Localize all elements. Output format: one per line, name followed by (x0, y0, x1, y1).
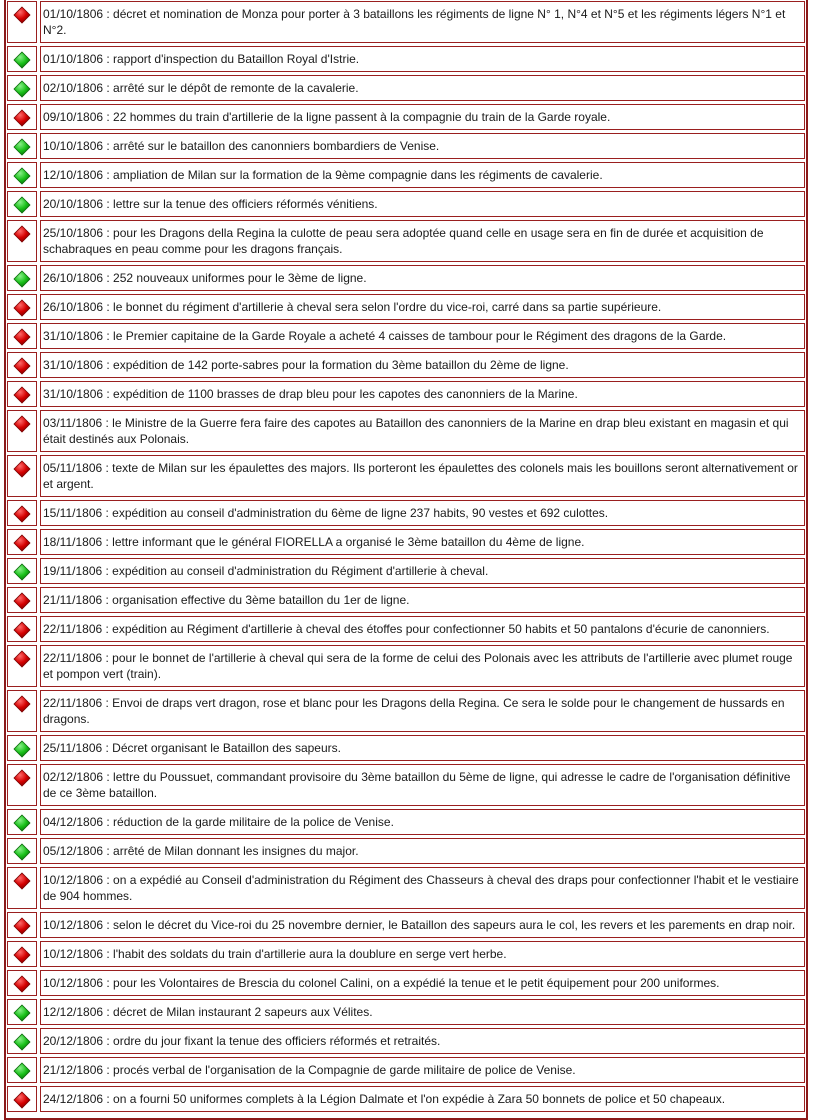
red-diamond-icon (13, 357, 31, 375)
red-diamond-icon (13, 975, 31, 993)
marker-cell (7, 809, 37, 835)
table-row (7, 645, 805, 687)
marker-cell (7, 838, 37, 864)
entry-text: 01/10/1806 : décret et nomination de Monza pour porter à 3 bataillons les régiments de ligne N° 1, N°4 et N°5 et les régiments légers N°1 et N°2. (40, 1, 805, 43)
table-row (7, 1086, 805, 1112)
entry-text: 25/11/1806 : Décret organisant le Bataillon des sapeurs. (40, 735, 805, 761)
green-diamond-icon (13, 51, 31, 69)
green-diamond-icon (13, 167, 31, 185)
marker-cell (7, 500, 37, 526)
entry-text: 01/10/1806 : rapport d'inspection du Bataillon Royal d'Istrie. (40, 46, 805, 72)
marker-cell (7, 1028, 37, 1054)
entry-text: 21/12/1806 : procés verbal de l'organisation de la Compagnie de garde militaire de police de Venise. (40, 1057, 805, 1083)
entry-text: 25/10/1806 : pour les Dragons della Regina la culotte de peau sera adoptée quand celle en usage sera en fin de durée et acquisition de schabraques en peau comme pour les dragons français. (40, 220, 805, 262)
red-diamond-icon (13, 109, 31, 127)
entry-text: 20/12/1806 : ordre du jour fixant la tenue des officiers réformés et retraités. (40, 1028, 805, 1054)
marker-cell (7, 410, 37, 452)
marker-cell (7, 352, 37, 378)
table-row (7, 1057, 805, 1083)
red-diamond-icon (13, 386, 31, 404)
green-diamond-icon (13, 138, 31, 156)
entry-text: 18/11/1806 : lettre informant que le général FIORELLA a organisé le 3ème bataillon du 4ème de ligne. (40, 529, 805, 555)
table-row (7, 46, 805, 72)
entry-text: 26/10/1806 : 252 nouveaux uniformes pour le 3ème de ligne. (40, 265, 805, 291)
marker-cell (7, 735, 37, 761)
table-row (7, 323, 805, 349)
red-diamond-icon (13, 695, 31, 713)
entry-text: 26/10/1806 : le bonnet du régiment d'artillerie à cheval sera selon l'ordre du vice-roi, carré dans sa partie supérieure. (40, 294, 805, 320)
entry-text: 10/12/1806 : l'habit des soldats du train d'artillerie aura la doublure en serge vert herbe. (40, 941, 805, 967)
marker-cell (7, 970, 37, 996)
entry-text: 22/11/1806 : Envoi de draps vert dragon, rose et blanc pour les Dragons della Regina. Ce sera le solde pour le changement de hussards en dragons. (40, 690, 805, 732)
marker-cell (7, 75, 37, 101)
table-row (7, 970, 805, 996)
marker-cell (7, 587, 37, 613)
red-diamond-icon (13, 534, 31, 552)
green-diamond-icon (13, 270, 31, 288)
red-diamond-icon (13, 769, 31, 787)
table-row (7, 455, 805, 497)
marker-cell (7, 381, 37, 407)
table-row (7, 220, 805, 262)
red-diamond-icon (13, 415, 31, 433)
table-row (7, 558, 805, 584)
red-diamond-icon (13, 872, 31, 890)
red-diamond-icon (13, 460, 31, 478)
marker-cell (7, 265, 37, 291)
entry-text: 15/11/1806 : expédition au conseil d'administration du 6ème de ligne 237 habits, 90 vestes et 692 culottes. (40, 500, 805, 526)
entry-text: 02/12/1806 : lettre du Poussuet, commandant provisoire du 3ème bataillon du 5ème de ligne, qui adresse le cadre de l'organisation définitive de ce 3ème bataillon. (40, 764, 805, 806)
marker-cell (7, 558, 37, 584)
entry-text: 21/11/1806 : organisation effective du 3ème bataillon du 1er de ligne. (40, 587, 805, 613)
marker-cell (7, 645, 37, 687)
table-row (7, 809, 805, 835)
green-diamond-icon (13, 1062, 31, 1080)
table-row (7, 162, 805, 188)
table-row (7, 133, 805, 159)
red-diamond-icon (13, 1091, 31, 1109)
table-row (7, 381, 805, 407)
table-row (7, 75, 805, 101)
entry-text: 31/10/1806 : expédition de 142 porte-sabres pour la formation du 3ème bataillon du 2ème de ligne. (40, 352, 805, 378)
entry-text: 31/10/1806 : le Premier capitaine de la Garde Royale a acheté 4 caisses de tambour pour le Régiment des dragons de la Garde. (40, 323, 805, 349)
table-row (7, 191, 805, 217)
table-row (7, 735, 805, 761)
table-row (7, 352, 805, 378)
marker-cell (7, 294, 37, 320)
entry-text: 03/11/1806 : le Ministre de la Guerre fera faire des capotes au Bataillon des canonniers de la Marine en drap bleu existant en magasin et qui était destinés aux Polonais. (40, 410, 805, 452)
entry-text: 04/12/1806 : réduction de la garde militaire de la police de Venise. (40, 809, 805, 835)
table-row (7, 838, 805, 864)
table-row (7, 410, 805, 452)
table-row (7, 587, 805, 613)
green-diamond-icon (13, 1033, 31, 1051)
red-diamond-icon (13, 917, 31, 935)
table-row (7, 1028, 805, 1054)
entry-text: 22/11/1806 : pour le bonnet de l'artillerie à cheval qui sera de la forme de celui des Polonais avec les attributs de l'artillerie avec plumet rouge et pompon vert (train). (40, 645, 805, 687)
table-row (7, 941, 805, 967)
table-row (7, 265, 805, 291)
marker-cell (7, 616, 37, 642)
marker-cell (7, 104, 37, 130)
table-row (7, 912, 805, 938)
red-diamond-icon (13, 946, 31, 964)
green-diamond-icon (13, 843, 31, 861)
marker-cell (7, 1086, 37, 1112)
red-diamond-icon (13, 505, 31, 523)
entry-text: 22/11/1806 : expédition au Régiment d'artillerie à cheval des étoffes pour confectionner 50 habits et 50 pantalons d'écurie de canonniers. (40, 616, 805, 642)
marker-cell (7, 455, 37, 497)
red-diamond-icon (13, 6, 31, 24)
marker-cell (7, 46, 37, 72)
marker-cell (7, 162, 37, 188)
table-row (7, 294, 805, 320)
red-diamond-icon (13, 650, 31, 668)
green-diamond-icon (13, 814, 31, 832)
table-row (7, 764, 805, 806)
green-diamond-icon (13, 80, 31, 98)
marker-cell (7, 1057, 37, 1083)
marker-cell (7, 529, 37, 555)
marker-cell (7, 764, 37, 806)
entry-text: 24/12/1806 : on a fourni 50 uniformes complets à la Légion Dalmate et l'on expédie à Zara 50 bonnets de police et 50 chapeaux. (40, 1086, 805, 1112)
table-row (7, 1, 805, 43)
entry-text: 19/11/1806 : expédition au conseil d'administration du Régiment d'artillerie à cheval. (40, 558, 805, 584)
green-diamond-icon (13, 740, 31, 758)
red-diamond-icon (13, 299, 31, 317)
entry-text: 10/12/1806 : pour les Volontaires de Brescia du colonel Calini, on a expédié la tenue et le petit équipement pour 200 uniformes. (40, 970, 805, 996)
entry-text: 31/10/1806 : expédition de 1100 brasses de drap bleu pour les capotes des canonniers de la Marine. (40, 381, 805, 407)
green-diamond-icon (13, 563, 31, 581)
table-row (7, 867, 805, 909)
entry-text: 10/12/1806 : on a expédié au Conseil d'administration du Régiment des Chasseurs à cheval des draps pour confectionner l'habit et le vestiaire de 904 hommes. (40, 867, 805, 909)
marker-cell (7, 941, 37, 967)
marker-cell (7, 1, 37, 43)
table-row (7, 529, 805, 555)
marker-cell (7, 690, 37, 732)
red-diamond-icon (13, 621, 31, 639)
marker-cell (7, 220, 37, 262)
entry-text: 10/10/1806 : arrêté sur le bataillon des canonniers bombardiers de Venise. (40, 133, 805, 159)
marker-cell (7, 323, 37, 349)
red-diamond-icon (13, 328, 31, 346)
green-diamond-icon (13, 196, 31, 214)
marker-cell (7, 867, 37, 909)
entry-text: 05/11/1806 : texte de Milan sur les épaulettes des majors. Ils porteront les épaulettes des colonels mais les bouillons seront alternativement or et argent. (40, 455, 805, 497)
table-row (7, 690, 805, 732)
red-diamond-icon (13, 592, 31, 610)
entry-text: 10/12/1806 : selon le décret du Vice-roi du 25 novembre dernier, le Bataillon des sapeurs aura le col, les revers et les parements en drap noir. (40, 912, 805, 938)
entry-text: 05/12/1806 : arrêté de Milan donnant les insignes du major. (40, 838, 805, 864)
entry-text: 12/12/1806 : décret de Milan instaurant 2 sapeurs aux Vélites. (40, 999, 805, 1025)
marker-cell (7, 191, 37, 217)
entry-text: 09/10/1806 : 22 hommes du train d'artillerie de la ligne passent à la compagnie du train de la Garde royale. (40, 104, 805, 130)
marker-cell (7, 912, 37, 938)
entry-text: 12/10/1806 : ampliation de Milan sur la formation de la 9ème compagnie dans les régiments de cavalerie. (40, 162, 805, 188)
table-row (7, 104, 805, 130)
entry-text: 20/10/1806 : lettre sur la tenue des officiers réformés vénitiens. (40, 191, 805, 217)
entry-text: 02/10/1806 : arrêté sur le dépôt de remonte de la cavalerie. (40, 75, 805, 101)
table-row (7, 616, 805, 642)
chronology-table (4, 0, 808, 1120)
table-row (7, 999, 805, 1025)
marker-cell (7, 133, 37, 159)
table-row (7, 500, 805, 526)
green-diamond-icon (13, 1004, 31, 1022)
marker-cell (7, 999, 37, 1025)
red-diamond-icon (13, 225, 31, 243)
